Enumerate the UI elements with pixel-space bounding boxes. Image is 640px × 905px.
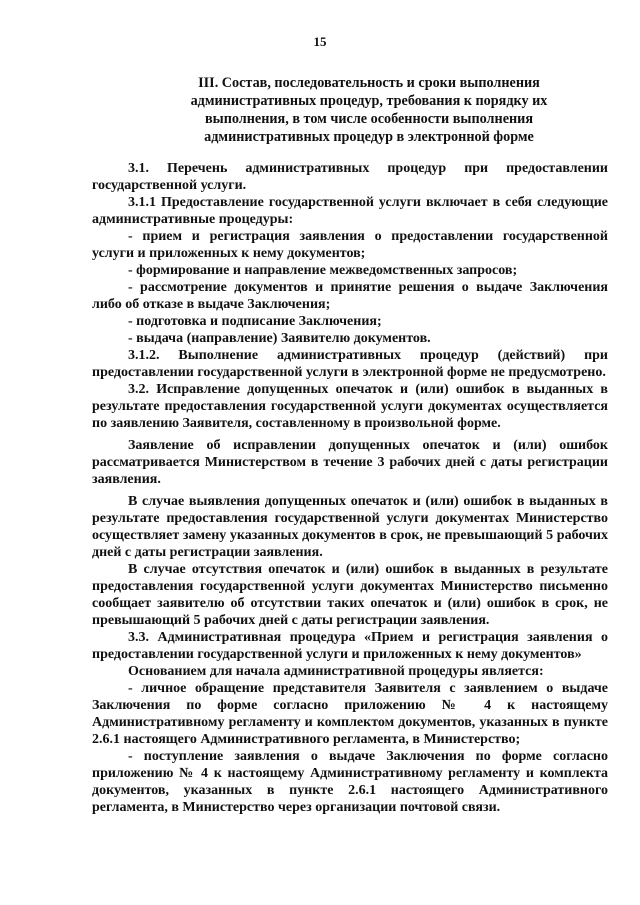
list-item-reception: - прием и регистрация заявления о предоставлении государственной услуги и приложенных к нему документов; (92, 229, 608, 261)
document-body (92, 160, 608, 816)
list-item-signing: - подготовка и подписание Заключения; (128, 314, 382, 329)
page-number: 15 (313, 34, 327, 49)
paragraph-3-2: 3.2. Исправление допущенных опечаток и (или) ошибок в выданных в результате предоставления государственной услуги документах осуществляется по заявлению Заявителя, составленному в произвольной форме. (92, 382, 608, 431)
list-item-review: - рассмотрение документов и принятие решения о выдаче Заключения либо об отказе в выдаче Заключения; (92, 280, 608, 312)
paragraph-correction-request: Заявление об исправлении допущенных опечаток и (или) ошибок рассматривается Министерством в течение 3 рабочих дней с даты регистрации заявления. (92, 438, 608, 487)
list-item-personal-appeal: - личное обращение представителя Заявителя с заявлением о выдаче Заключения по форме согласно приложению № 4 к настоящему Административному регламенту и комплектом документов, указанных в пункте 2.6.1 настоящего Административного регламента, в Министерство; (92, 681, 608, 747)
paragraph-3-1-1: 3.1.1 Предоставление государственной услуги включает в себя следующие административные процедуры: (92, 195, 608, 227)
paragraph-3-1: 3.1. Перечень административных процедур при предоставлении государственной услуги. (92, 161, 608, 193)
section-title: III. Состав, последовательность и сроки выполнения административных процедур, требования к порядку их выполнения, в том числе особенности выполнения административных процедур в электронной форме (190, 75, 548, 145)
paragraph-3-3: 3.3. Административная процедура «Прием и регистрация заявления о предоставлении государственной услуги и приложенных к нему документов» (92, 630, 608, 662)
paragraph-errors-found: В случае выявления допущенных опечаток и (или) ошибок в выданных в результате предоставления государственной услуги документах Министерство осуществляет замену указанных документов в срок, не превышающий 5 рабочих дней с даты регистрации заявления. (92, 494, 608, 560)
list-item-postal: - поступление заявления о выдаче Заключения по форме согласно приложению № 4 к настоящему Административному регламенту и комплекта документов, указанных в пункте 2.6.1 настоящего Административного регламента, в Министерство через организации почтовой связи. (92, 749, 608, 815)
paragraph-no-errors: В случае отсутствия опечаток и (или) ошибок в выданных в результате предоставления государственной услуги документах Министерство письменно сообщает заявителю об отсутствии таких опечаток и (или) ошибок в срок, не превышающий 5 рабочих дней с даты регистрации заявления. (92, 562, 608, 628)
list-item-issuance: - выдача (направление) Заявителю документов. (128, 331, 431, 346)
list-item-requests: - формирование и направление межведомственных запросов; (128, 263, 518, 278)
paragraph-3-1-2: 3.1.2. Выполнение административных процедур (действий) при предоставлении государственной услуги в электронной форме не предусмотрено. (92, 348, 608, 380)
paragraph-grounds: Основанием для начала административной процедуры является: (128, 664, 544, 679)
